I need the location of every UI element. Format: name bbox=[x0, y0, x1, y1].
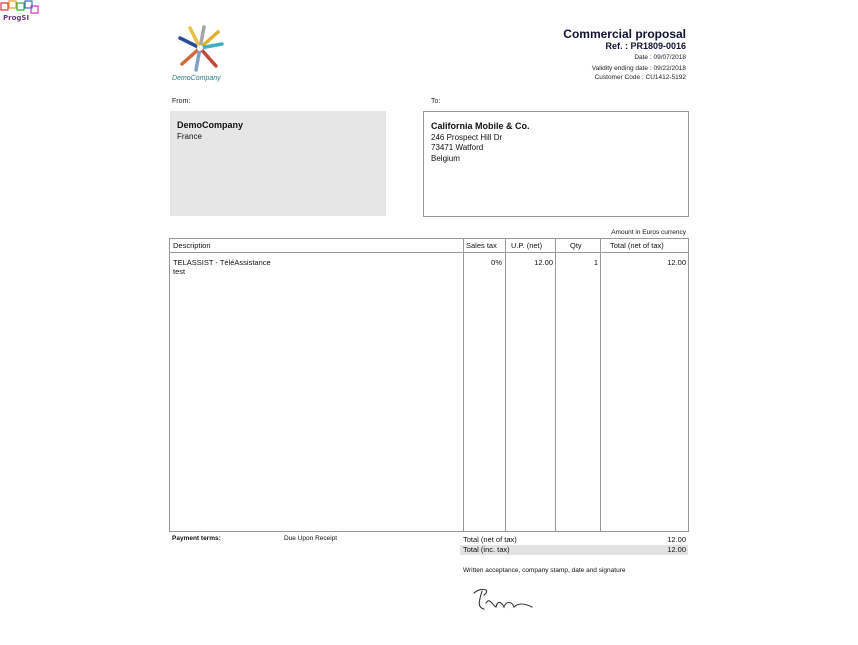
recipient-name: California Mobile & Co. bbox=[431, 121, 530, 131]
total-net-value: 12.00 bbox=[667, 535, 686, 544]
total-net-label: Total (net of tax) bbox=[463, 535, 517, 544]
proposal-date: Date : 09/07/2018 bbox=[634, 54, 686, 61]
col-total: Total (net of tax) bbox=[610, 241, 664, 250]
total-net-row bbox=[460, 535, 688, 545]
company-logo-icon bbox=[172, 24, 228, 76]
total-inc-value: 12.00 bbox=[667, 545, 686, 554]
sender-box bbox=[170, 111, 386, 216]
col-sales-tax: Sales tax bbox=[466, 241, 497, 250]
lines-table bbox=[169, 238, 689, 532]
recipient-address2: 73471 Watford bbox=[431, 143, 484, 152]
col-qty: Qty bbox=[570, 241, 582, 250]
acceptance-note: Written acceptance, company stamp, date and signature bbox=[463, 567, 626, 574]
col-description: Description bbox=[173, 241, 211, 250]
sender-name: DemoCompany bbox=[177, 120, 244, 130]
total-inc-label: Total (inc. tax) bbox=[463, 545, 510, 554]
from-label: From: bbox=[172, 98, 191, 105]
document-title: Commercial proposal bbox=[563, 27, 686, 41]
company-logo-name: DemoCompany bbox=[172, 75, 221, 82]
recipient-address1: 246 Prospect Hill Dr bbox=[431, 133, 503, 142]
signature-icon bbox=[470, 585, 540, 615]
row-qty: 1 bbox=[593, 258, 598, 267]
total-inc-row bbox=[460, 545, 688, 555]
recipient-country: Belgium bbox=[431, 154, 460, 163]
row-sales-tax: 0% bbox=[491, 258, 502, 267]
proposal-ref: Ref. : PR1809-0016 bbox=[605, 41, 686, 51]
currency-note: Amount in Euros currency bbox=[611, 229, 686, 236]
col-unit-price: U.P. (net) bbox=[511, 241, 543, 250]
customer-code: Customer Code : CU1412-5192 bbox=[594, 74, 686, 81]
validity-date: Validity ending date : 09/22/2018 bbox=[591, 65, 686, 72]
to-label: To: bbox=[431, 98, 441, 105]
payment-terms-value: Due Upon Receipt bbox=[284, 535, 338, 542]
row-description: TELASSIST - TéléAssistance bbox=[173, 258, 271, 267]
row-note: test bbox=[173, 267, 186, 276]
payment-terms-label: Payment terms: bbox=[172, 535, 221, 542]
recipient-box bbox=[423, 111, 689, 217]
row-total: 12.00 bbox=[667, 258, 686, 267]
progsi-label: ProgSI bbox=[3, 14, 30, 22]
row-unit-price: 12.00 bbox=[534, 258, 553, 267]
sender-country: France bbox=[177, 132, 202, 141]
